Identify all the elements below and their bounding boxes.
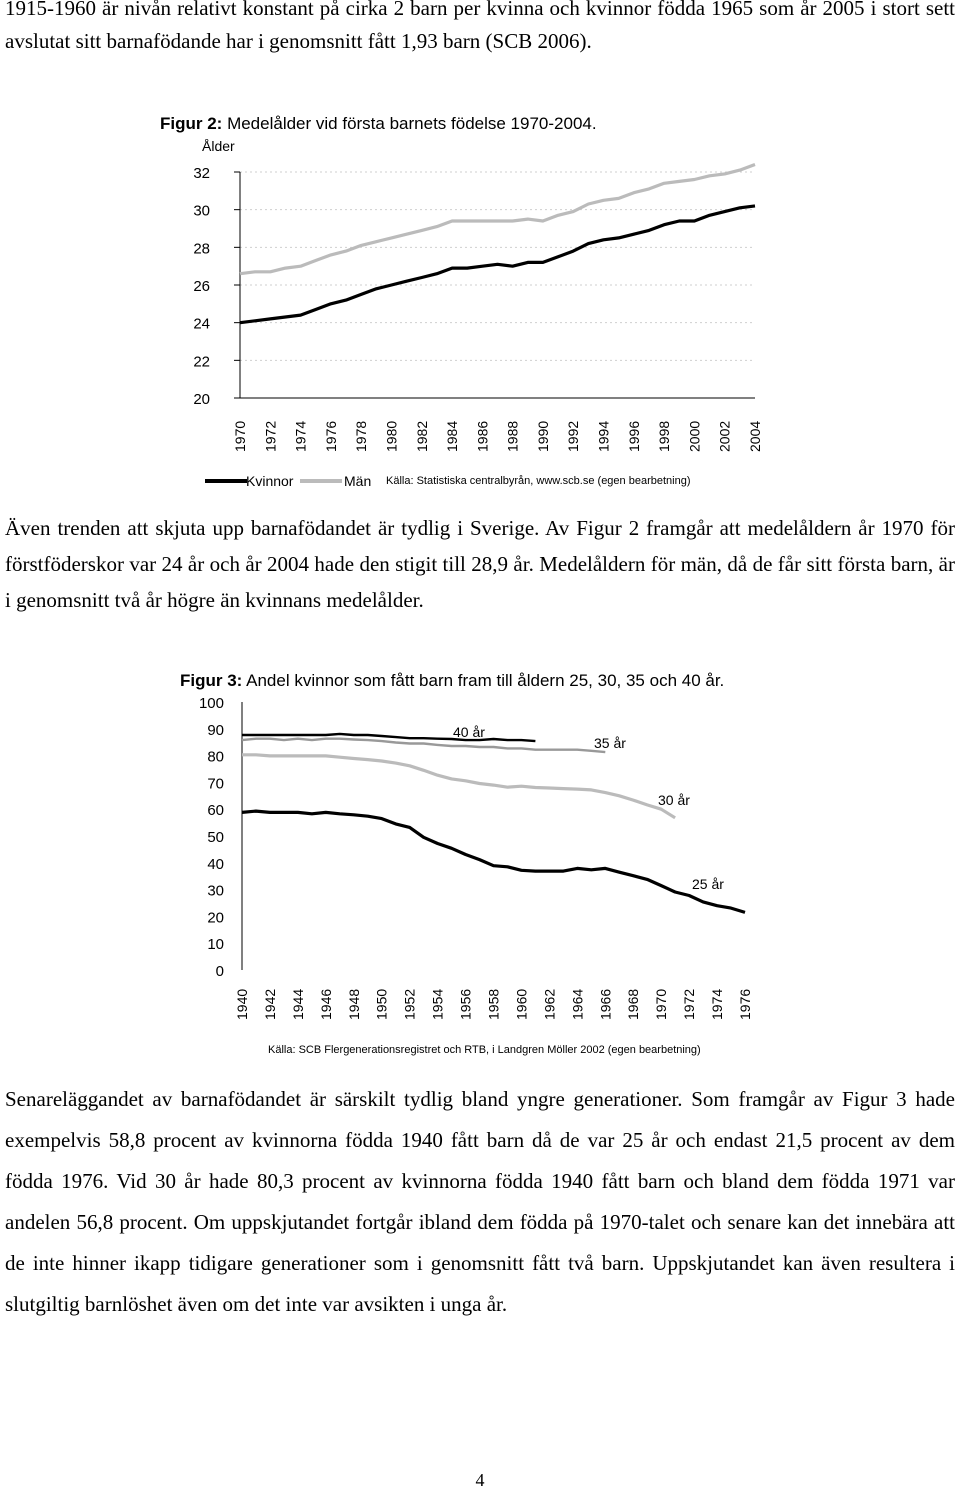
y-tick-label: 30 bbox=[207, 882, 224, 900]
x-tick-label: 1962 bbox=[541, 988, 558, 1020]
x-tick-label: 1958 bbox=[485, 988, 502, 1020]
annotation-30-ar: 30 år bbox=[658, 792, 690, 808]
x-tick-label: 1968 bbox=[625, 988, 642, 1020]
x-tick-label: 1972 bbox=[681, 988, 698, 1020]
figure-3-label: Figur 3: bbox=[180, 671, 243, 690]
figure-2-source: Källa: Statistiska centralbyrån, www.scb.se (egen bearbetning) bbox=[386, 475, 691, 487]
series-line-30-ar bbox=[242, 755, 675, 818]
y-tick-label: 22 bbox=[193, 353, 210, 371]
x-tick-label: 1984 bbox=[444, 420, 461, 452]
legend-label-man: Män bbox=[344, 473, 372, 489]
y-tick-label: 28 bbox=[193, 240, 210, 258]
x-tick-label: 1996 bbox=[625, 420, 642, 452]
x-tick-label: 1978 bbox=[353, 420, 370, 452]
x-tick-label: 1998 bbox=[656, 420, 673, 452]
y-tick-label: 10 bbox=[207, 936, 224, 954]
x-tick-label: 1974 bbox=[292, 420, 309, 452]
trend-paragraph: Även trenden att skjuta upp barnafödandet är tydlig i Sverige. Av Figur 2 framgår att medelåldern år 1970 för förstföderskor var 24 år och år 2004 hade den stigit till 28,9 år. Medelåldern för män, då de får sitt första barn, är i genomsnitt två år högre än kvinnans medelålder. bbox=[5, 516, 955, 612]
x-tick-label: 1974 bbox=[709, 988, 726, 1020]
x-tick-label: 1944 bbox=[289, 988, 306, 1020]
x-tick-label: 1964 bbox=[569, 988, 586, 1020]
figure-2-caption-text: Medelålder vid första barnets födelse 1970-2004. bbox=[222, 114, 597, 133]
x-tick-label: 1942 bbox=[261, 988, 278, 1020]
x-tick-label: 1976 bbox=[737, 988, 753, 1020]
y-tick-label: 0 bbox=[215, 963, 224, 980]
annotation-40-ar: 40 år bbox=[453, 724, 485, 740]
x-tick-label: 1972 bbox=[262, 420, 279, 452]
x-tick-label: 1960 bbox=[513, 988, 530, 1020]
x-tick-label: 1976 bbox=[322, 420, 339, 452]
x-tick-label: 2000 bbox=[686, 420, 703, 452]
x-tick-label: 1986 bbox=[474, 420, 491, 452]
x-tick-label: 1952 bbox=[401, 988, 418, 1020]
intro-paragraph: 1915-1960 är nivån relativt konstant på cirka 2 barn per kvinna och kvinnor födda 1965 som år 2005 i stort sett avslutat sitt barnafödande har i genomsnitt fått 1,93 barn (SCB 2006). bbox=[5, 0, 955, 53]
y-axis-label: Ålder bbox=[202, 138, 235, 154]
x-tick-label: 1946 bbox=[317, 988, 334, 1020]
x-tick-label: 2002 bbox=[716, 420, 733, 452]
x-tick-label: 1954 bbox=[429, 988, 446, 1020]
y-tick-label: 80 bbox=[207, 748, 224, 766]
x-tick-label: 2004 bbox=[747, 420, 763, 452]
series-line-35-ar bbox=[242, 739, 605, 752]
x-tick-label: 1980 bbox=[383, 420, 400, 452]
x-tick-label: 1956 bbox=[457, 988, 474, 1020]
y-tick-label: 30 bbox=[193, 202, 210, 220]
y-tick-label: 70 bbox=[207, 775, 224, 793]
x-tick-label: 1966 bbox=[597, 988, 614, 1020]
figure-3-caption-text: Andel kvinnor som fått barn fram till åldern 25, 30, 35 och 40 år. bbox=[242, 671, 725, 690]
x-tick-label: 1982 bbox=[413, 420, 430, 452]
x-tick-label: 1948 bbox=[345, 988, 362, 1020]
x-tick-label: 1940 bbox=[234, 988, 250, 1020]
y-tick-label: 60 bbox=[207, 802, 224, 820]
y-tick-label: 20 bbox=[193, 391, 210, 408]
y-tick-label: 40 bbox=[207, 855, 224, 873]
x-tick-label: 1994 bbox=[595, 420, 612, 452]
x-tick-label: 1988 bbox=[504, 420, 521, 452]
x-tick-label: 1992 bbox=[565, 420, 582, 452]
y-tick-label: 20 bbox=[207, 909, 224, 927]
y-tick-label: 32 bbox=[193, 165, 210, 182]
annotation-25-ar: 25 år bbox=[692, 876, 724, 892]
x-tick-label: 1970 bbox=[653, 988, 670, 1020]
y-tick-label: 100 bbox=[198, 695, 224, 712]
x-tick-label: 1970 bbox=[232, 420, 248, 452]
y-tick-label: 26 bbox=[193, 278, 210, 295]
y-tick-label: 50 bbox=[207, 829, 224, 846]
legend-label-kvinnor: Kvinnor bbox=[246, 473, 294, 489]
figure-2-label: Figur 2: bbox=[160, 114, 223, 133]
page-number: 4 bbox=[475, 1470, 485, 1490]
y-tick-label: 90 bbox=[207, 721, 224, 739]
y-tick-label: 24 bbox=[193, 315, 210, 333]
series-line-25-ar bbox=[242, 811, 745, 912]
x-tick-label: 1950 bbox=[373, 988, 390, 1020]
figure-3-source: Källa: SCB Flergenerationsregistret och RTB, i Landgren Möller 2002 (egen bearbetning) bbox=[268, 1044, 701, 1056]
generations-paragraph: Senareläggandet av barnafödandet är särskilt tydlig bland yngre generationer. Som framgår av Figur 3 hade exempelvis 58,8 procent av kvinnorna födda 1940 fått barn då de var 25 år och endast 21,5 procent av dem födda 1976. Vid 30 år hade 80,3 procent av kvinnorna födda 1940 fått barn och bland dem födda 1971 var andelen 56,8 procent. Om uppskjutandet fortgår ibland dem födda på 1970-talet och senare kan det innebära att de inte hinner ikapp tidigare generationer som i genomsnitt fått två barn. Uppskjutandet kan även resultera i slutgiltig barnlöshet även om det inte var avsikten i unga år. bbox=[5, 1087, 955, 1316]
annotation-35-ar: 35 år bbox=[594, 735, 626, 751]
x-tick-label: 1990 bbox=[534, 420, 551, 452]
